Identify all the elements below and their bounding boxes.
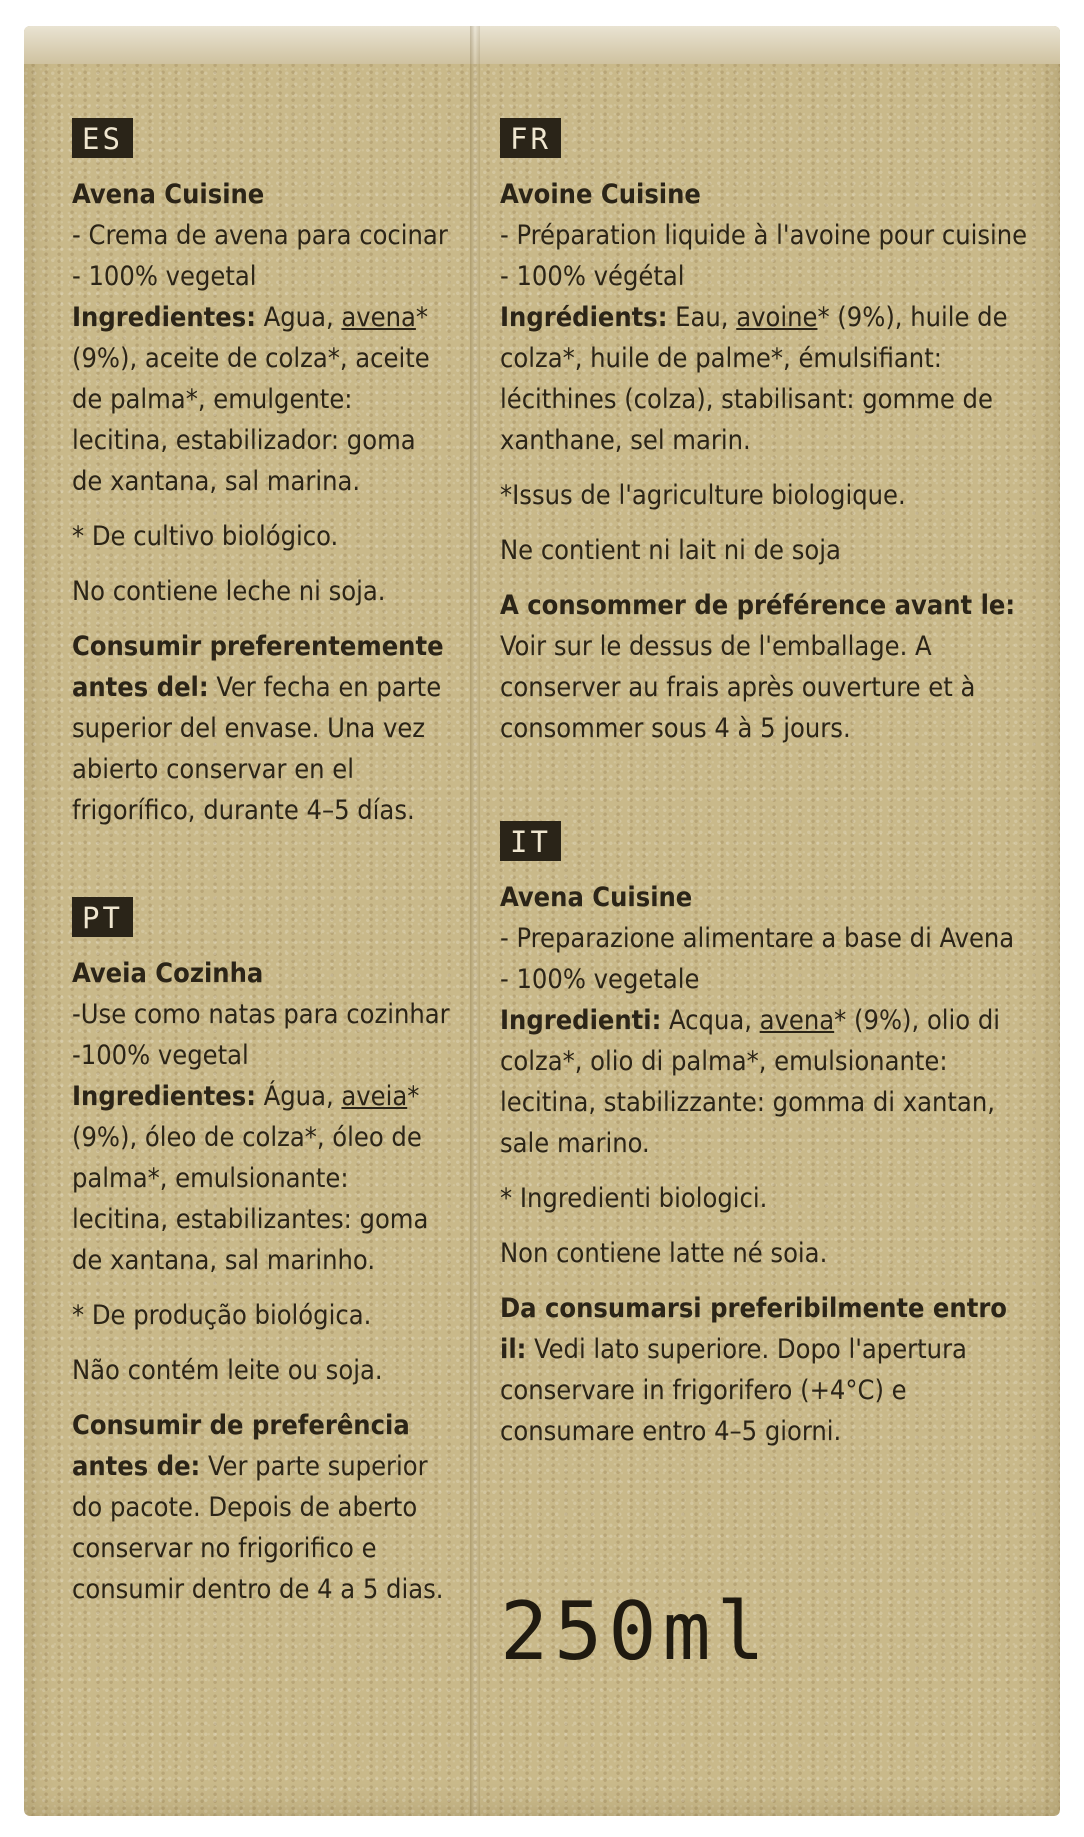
language-tag-es: ES bbox=[72, 118, 133, 158]
allergen-note-pt: Não contém leite ou soja. bbox=[72, 1355, 383, 1386]
organic-note-pt: * De produção biológica. bbox=[72, 1300, 372, 1331]
product-name-pt: Aveia Cozinha bbox=[72, 958, 264, 989]
ingredients-pt: Ingredientes: Água, aveia* (9%), óleo de colza*, óleo de palma*, emulsionante: lecitina, estabilizantes: goma de xantana, sal marinho. bbox=[72, 1081, 429, 1276]
product-name-es: Avena Cuisine bbox=[72, 179, 265, 210]
description-es-1: - Crema de avena para cocinar bbox=[72, 220, 448, 251]
left-column bbox=[72, 118, 452, 1624]
description-it-2: - 100% vegetale bbox=[500, 964, 700, 995]
best-before-es: Consumir preferentemente antes del: Ver fecha en parte superior del envase. Una vez abierto conservar en el frigorífico, durante 4–5 días. bbox=[72, 631, 444, 826]
language-tag-pt: PT bbox=[72, 897, 133, 937]
best-before-it: Da consumarsi preferibilmente entro il: Vedi lato superiore. Dopo l'apertura conservare in frigorifero (+4°C) e consumare entro 4–5 giorni. bbox=[500, 1293, 1007, 1447]
product-name-it: Avena Cuisine bbox=[500, 882, 693, 913]
language-tag-fr: FR bbox=[500, 118, 561, 158]
right-column bbox=[500, 118, 1030, 1466]
ingredients-fr: Ingrédients: Eau, avoine* (9%), huile de colza*, huile de palme*, émulsifiant: lécithines (colza), stabilisant: gomme de xanthane, sel marin. bbox=[500, 302, 1008, 456]
allergen-note-es: No contiene leche ni soja. bbox=[72, 576, 386, 607]
section-it bbox=[500, 821, 1030, 1452]
description-pt-2: -100% vegetal bbox=[72, 1040, 249, 1071]
description-fr-2: - 100% végétal bbox=[500, 261, 685, 292]
volume-label: 250ml bbox=[500, 1585, 771, 1678]
description-fr-1: - Préparation liquide à l'avoine pour cuisine bbox=[500, 220, 1028, 251]
allergen-note-fr: Ne contient ni lait ni de soja bbox=[500, 535, 841, 566]
product-name-fr: Avoine Cuisine bbox=[500, 179, 701, 210]
description-pt-1: -Use como natas para cozinhar bbox=[72, 999, 450, 1030]
carton-seam bbox=[470, 26, 480, 1816]
section-es bbox=[72, 118, 452, 831]
section-pt bbox=[72, 897, 452, 1610]
best-before-fr: A consommer de préférence avant le: Voir sur le dessus de l'emballage. A conserver au frais après ouverture et à consommer sous 4 à 5 jours. bbox=[500, 590, 1016, 744]
organic-note-it: * Ingredienti biologici. bbox=[500, 1183, 768, 1214]
organic-note-es: * De cultivo biológico. bbox=[72, 521, 339, 552]
carton-top-fold bbox=[24, 26, 1060, 64]
section-fr bbox=[500, 118, 1030, 749]
description-it-1: - Preparazione alimentare a base di Avena bbox=[500, 923, 1015, 954]
language-tag-it: IT bbox=[500, 821, 561, 861]
organic-note-fr: *Issus de l'agriculture biologique. bbox=[500, 480, 906, 511]
description-es-2: - 100% vegetal bbox=[72, 261, 257, 292]
ingredients-it: Ingredienti: Acqua, avena* (9%), olio di colza*, olio di palma*, emulsionante: lecitina, stabilizzante: gomma di xantan, sale marino. bbox=[500, 1005, 1001, 1159]
ingredients-es: Ingredientes: Agua, avena* (9%), aceite de colza*, aceite de palma*, emulgente: lecitina, estabilizador: goma de xantana, sal marina. bbox=[72, 302, 430, 497]
best-before-pt: Consumir de preferência antes de: Ver parte superior do pacote. Depois de aberto conservar no frigorifico e consumir dentro de 4 a 5 dias. bbox=[72, 1410, 444, 1605]
allergen-note-it: Non contiene latte né soia. bbox=[500, 1238, 828, 1269]
